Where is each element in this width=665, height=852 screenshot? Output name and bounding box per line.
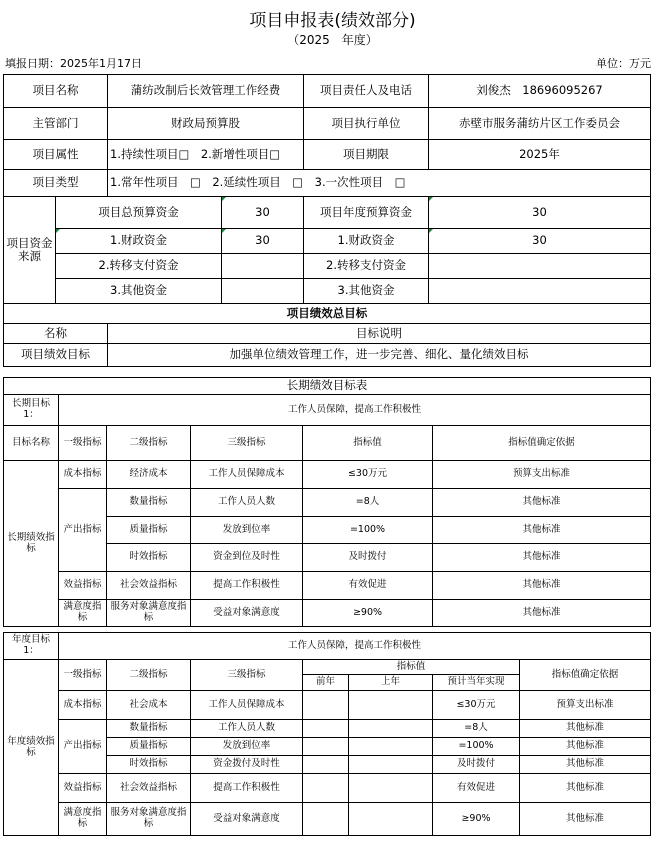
annual-level3-cell: 受益对象满意度 (191, 803, 303, 836)
annual-prev1-cell (349, 720, 433, 738)
level2-cell: 数量指标 (107, 489, 191, 517)
annual-level2-cell: 社会成本 (107, 691, 191, 720)
basis-cell: 预算支出标准 (433, 461, 651, 489)
annual-header-prev2: 前年 (303, 675, 349, 691)
annual-expected-cell: ≥90% (433, 803, 520, 836)
level2-cell: 经济成本 (107, 461, 191, 489)
unit-label: 单位：万元 (596, 57, 651, 70)
level3-cell: 工作人员人数 (191, 489, 303, 517)
annual-goal-value: 工作人员保障，提高工作积极性 (59, 633, 651, 660)
level2-cell: 质量指标 (107, 517, 191, 544)
form-year: （2025 年度） (287, 33, 378, 47)
annual-prev2-cell (303, 774, 349, 803)
overall-goal-value: 加强单位绩效管理工作，进一步完善、细化、量化绩效目标 (108, 344, 651, 367)
overall-name-header: 名称 (4, 324, 108, 344)
dept-value: 财政局预算股 (108, 108, 304, 140)
total-budget-value: 30 (222, 197, 304, 229)
annual-level3-cell: 资金拨付及时性 (191, 756, 303, 774)
annual-header-expected: 预计当年实现 (433, 675, 520, 691)
annual-prev1-cell (349, 691, 433, 720)
level1-output: 产出指标 (59, 489, 107, 572)
header-level1: 一级指标 (59, 426, 107, 461)
annual-level3-cell: 发放到位率 (191, 738, 303, 756)
value-cell: =100% (303, 517, 433, 544)
level3-cell: 工作人员保障成本 (191, 461, 303, 489)
annual-level1-cost: 成本指标 (59, 691, 107, 720)
value-cell: 及时拨付 (303, 544, 433, 572)
long-term-section-title: 长期绩效目标表 (4, 378, 651, 395)
annual-prev2-cell (303, 738, 349, 756)
annual-basis-cell: 预算支出标准 (520, 691, 651, 720)
fund-source-label: 项目资金来源 (4, 197, 56, 304)
annual-goal-label: 年度目标1： (4, 633, 59, 660)
transfer-fund-label: 2.转移支付资金 (56, 254, 222, 279)
header-basis: 指标值确定依据 (433, 426, 651, 461)
basis-cell: 其他标准 (433, 489, 651, 517)
overall-goal-section-title: 项目绩效总目标 (4, 304, 651, 324)
annual-level1-output: 产出指标 (59, 720, 107, 774)
fiscal-fund-total: 30 (222, 229, 304, 254)
fiscal-fund-label: 1.财政资金 (56, 229, 222, 254)
transfer-fund-annual-label: 2.转移支付资金 (304, 254, 429, 279)
long-term-goal-value: 工作人员保障，提高工作积极性 (59, 395, 651, 426)
level2-cell: 服务对象满意度指标 (107, 600, 191, 627)
annual-level2-cell: 社会效益指标 (107, 774, 191, 803)
level1-satisfaction: 满意度指标 (59, 600, 107, 627)
level2-cell: 时效指标 (107, 544, 191, 572)
other-fund-label: 3.其他资金 (56, 279, 222, 304)
annual-basis-cell: 其他标准 (520, 774, 651, 803)
annual-header-level1: 一级指标 (59, 660, 107, 691)
annual-level3-cell: 提高工作积极性 (191, 774, 303, 803)
annual-basis-cell: 其他标准 (520, 803, 651, 836)
exec-unit-value: 赤壁市服务蒲纺片区工作委员会 (429, 108, 651, 140)
annual-header-level2: 二级指标 (107, 660, 191, 691)
annual-budget-value: 30 (429, 197, 651, 229)
other-fund-total (222, 279, 304, 304)
long-term-group-label: 长期绩效指标 (4, 461, 59, 627)
annual-prev1-cell (349, 803, 433, 836)
fiscal-fund-annual: 30 (429, 229, 651, 254)
other-fund-annual-label: 3.其他资金 (304, 279, 429, 304)
annual-prev1-cell (349, 738, 433, 756)
annual-expected-cell: =8人 (433, 720, 520, 738)
level3-cell: 发放到位率 (191, 517, 303, 544)
annual-level2-cell: 数量指标 (107, 720, 191, 738)
long-term-goal-label: 长期目标1： (4, 395, 59, 426)
fill-date: 填报日期：2025年1月17日 (5, 57, 142, 70)
responsible-value: 刘俊杰 18696095267 (429, 75, 651, 108)
basic-info-table (3, 74, 651, 367)
annual-prev2-cell (303, 691, 349, 720)
annual-level2-cell: 质量指标 (107, 738, 191, 756)
annual-prev2-cell (303, 756, 349, 774)
annual-goal-table (3, 632, 651, 836)
annual-prev2-cell (303, 720, 349, 738)
level3-cell: 资金到位及时性 (191, 544, 303, 572)
overall-goal-label: 项目绩效目标 (4, 344, 108, 367)
fiscal-fund-annual-label: 1.财政资金 (304, 229, 429, 254)
annual-expected-cell: =100% (433, 738, 520, 756)
annual-header-level3: 三级指标 (191, 660, 303, 691)
annual-header-basis: 指标值确定依据 (520, 660, 651, 691)
responsible-label: 项目责任人及电话 (304, 75, 429, 108)
project-name-label: 项目名称 (4, 75, 108, 108)
value-cell: ≥90% (303, 600, 433, 627)
annual-expected-cell: 有效促进 (433, 774, 520, 803)
transfer-fund-annual (429, 254, 651, 279)
annual-prev2-cell (303, 803, 349, 836)
annual-basis-cell: 其他标准 (520, 738, 651, 756)
exec-unit-label: 项目执行单位 (304, 108, 429, 140)
annual-level1-benefit: 效益指标 (59, 774, 107, 803)
other-fund-annual (429, 279, 651, 304)
annual-header-prev1: 上年 (349, 675, 433, 691)
header-level3: 三级指标 (191, 426, 303, 461)
annual-expected-cell: ≤30万元 (433, 691, 520, 720)
overall-desc-header: 目标说明 (108, 324, 651, 344)
attr-label: 项目属性 (4, 140, 108, 170)
annual-level1-satisfaction: 满意度指标 (59, 803, 107, 836)
level2-cell: 社会效益指标 (107, 572, 191, 600)
level3-cell: 提高工作积极性 (191, 572, 303, 600)
header-value: 指标值 (303, 426, 433, 461)
annual-level3-cell: 工作人员保障成本 (191, 691, 303, 720)
annual-budget-label: 项目年度预算资金 (304, 197, 429, 229)
level3-cell: 受益对象满意度 (191, 600, 303, 627)
annual-prev1-cell (349, 774, 433, 803)
form-title: 项目申报表(绩效部分) (249, 11, 416, 31)
period-label: 项目期限 (304, 140, 429, 170)
value-cell: 有效促进 (303, 572, 433, 600)
annual-basis-cell: 其他标准 (520, 756, 651, 774)
annual-prev1-cell (349, 756, 433, 774)
basis-cell: 其他标准 (433, 600, 651, 627)
header-target-name: 目标名称 (4, 426, 59, 461)
annual-level2-cell: 时效指标 (107, 756, 191, 774)
long-term-goal-table (3, 377, 651, 627)
value-cell: =8人 (303, 489, 433, 517)
annual-basis-cell: 其他标准 (520, 720, 651, 738)
dept-label: 主管部门 (4, 108, 108, 140)
annual-level2-cell: 服务对象满意度指标 (107, 803, 191, 836)
total-budget-label: 项目总预算资金 (56, 197, 222, 229)
project-name-value: 蒲纺改制后长效管理工作经费 (108, 75, 304, 108)
basis-cell: 其他标准 (433, 572, 651, 600)
annual-level3-cell: 工作人员人数 (191, 720, 303, 738)
basis-cell: 其他标准 (433, 517, 651, 544)
type-value: 1.常年性项目 □ 2.延续性项目 □ 3.一次性项目 □ (108, 170, 651, 197)
attr-value: 1.持续性项目□ 2.新增性项目□ (108, 140, 304, 170)
annual-expected-cell: 及时拨付 (433, 756, 520, 774)
transfer-fund-total (222, 254, 304, 279)
level1-cost: 成本指标 (59, 461, 107, 489)
level1-benefit: 效益指标 (59, 572, 107, 600)
type-label: 项目类型 (4, 170, 108, 197)
annual-group-label: 年度绩效指标 (4, 660, 59, 836)
annual-header-value: 指标值 (303, 660, 520, 675)
period-value: 2025年 (429, 140, 651, 170)
header-level2: 二级指标 (107, 426, 191, 461)
basis-cell: 其他标准 (433, 544, 651, 572)
value-cell: ≤30万元 (303, 461, 433, 489)
